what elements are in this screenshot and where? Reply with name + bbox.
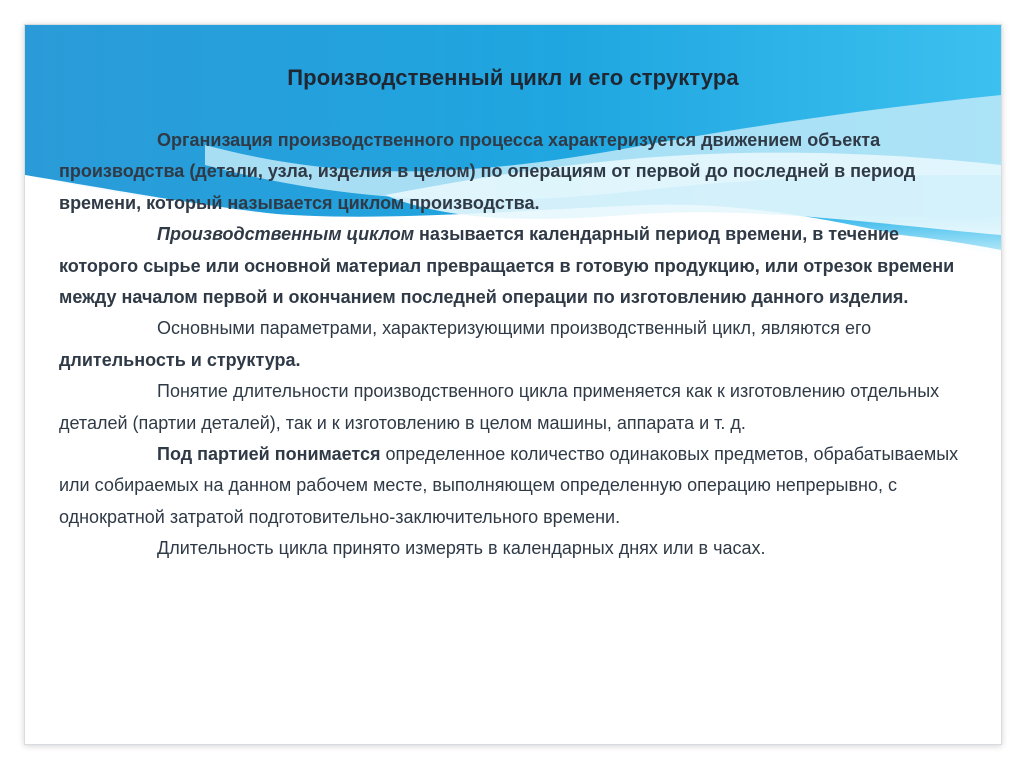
paragraph-duration-concept [59, 376, 959, 439]
slide-body [59, 125, 959, 565]
paragraph-parameters [59, 313, 959, 376]
paragraph-organization-text: Организация производственного процесса характеризуется движением объекта производства (детали, узла, изделия в целом) по операциям от первой до последней в период времени, который называется циклом производства. [59, 130, 916, 213]
duration-concept-text: Понятие длительности производственного цикла применяется как к изготовлению отдельных деталей (партии деталей), так и к изготовлению в целом машины, аппарата и т. д. [59, 381, 940, 433]
measurement-text: Длительность цикла принято измерять в календарных днях или в часах. [157, 538, 766, 559]
term-batch: Под партией понимается [157, 444, 381, 465]
parameters-text: Основными параметрами, характеризующими производственный цикл, являются его [157, 318, 872, 339]
slide [24, 24, 1002, 745]
definition-text: называется календарный период времени, в течение которого сырье или основной материал превращается в готовую продукцию, или отрезок времени между началом первой и окончанием последней операции по изготовлению данного изделия. [59, 224, 955, 308]
slide-title: Производственный цикл и его структура [287, 65, 739, 90]
paragraph-batch [59, 439, 959, 533]
paragraph-organization [59, 125, 959, 219]
paragraph-definition [59, 219, 959, 313]
parameters-emphasis: длительность и структура. [59, 349, 301, 370]
batch-text: определенное количество одинаковых предметов, обрабатываемых или собираемых на данном рабочем месте, выполняющем определенную операцию непрерывно, с однократной затратой подготовительно-заключительного времени. [59, 444, 959, 527]
term-production-cycle: Производственным циклом [157, 224, 415, 245]
paragraph-measurement [59, 533, 959, 564]
